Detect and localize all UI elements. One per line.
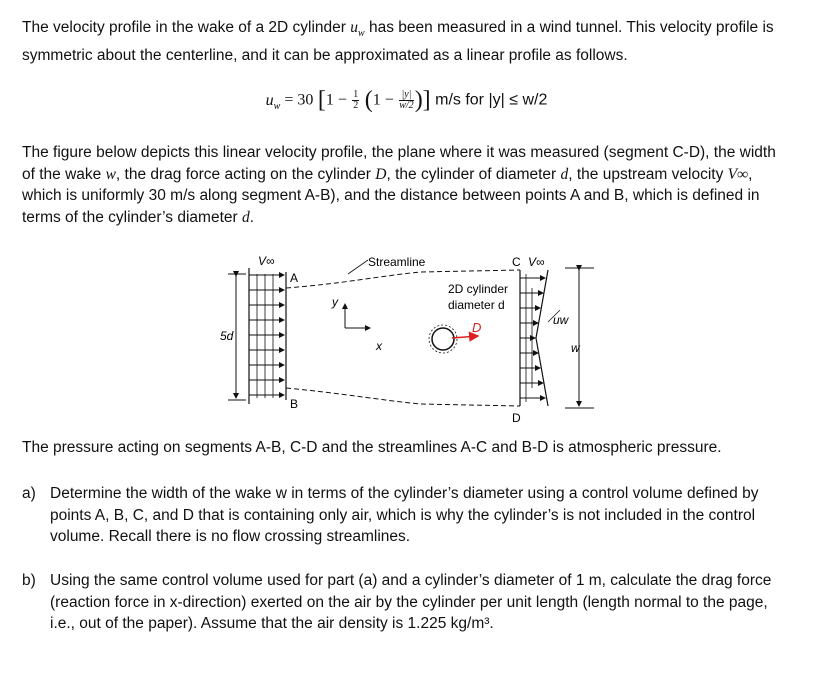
- cylinder-label-2: diameter d: [448, 298, 505, 312]
- question-b-text: Using the same control volume used for part (a) and a cylinder’s diameter of 1 m, calculate the drag force (reaction force in x-direction) exerted on the air by the cylinder per unit length (length normal to the page, i.e., out of the paper). Assume that the air density is 1.225 kg/m³.: [50, 572, 772, 632]
- svg-text:y: y: [332, 295, 338, 309]
- eq-unit: m/s for |y| ≤ w/2: [430, 91, 548, 109]
- cylinder: [432, 328, 454, 350]
- eq-lhs: $u_w$: [265, 91, 281, 112]
- question-a-text: Determine the width of the wake w in terms of the cylinder’s diameter using a control volume defined by points A, B, C, and D that is containing only air, which is why the cylinder’s is not included in the control volume. Recall there is no flow crossing streamlines.: [50, 485, 759, 545]
- wake-arrows: [520, 278, 545, 398]
- intro-text-a: The velocity profile in the wake of a 2D cylinder: [22, 19, 351, 36]
- five-d-label: 5d: [220, 329, 234, 343]
- point-b-label: B: [290, 397, 299, 411]
- uw-label: uw: [553, 313, 569, 327]
- uw-symbol: $u_w$: [350, 19, 365, 40]
- question-a: [22, 483, 792, 548]
- eq-paren-open: (: [364, 87, 373, 113]
- point-d-label: D: [512, 411, 521, 425]
- question-b-label: b): [22, 572, 36, 589]
- drag-label: D: [472, 320, 482, 335]
- v-inf-left: V∞: [258, 254, 275, 268]
- intro-paragraph: [22, 17, 792, 66]
- point-c-label: C: [512, 255, 521, 269]
- streamline-label: Streamline: [368, 255, 426, 269]
- description-paragraph: The figure below depicts this linear velocity profile, the plane where it was measured (segment C-D), the width of the wake w, the drag force acting on the cylinder D, the cylinder of diameter d, the upstream velocity V∞, which is uniformly 30 m/s along segment A-B), and the distance between points A and B, which is defined in terms of the cylinder’s diameter d.: [22, 144, 776, 226]
- v-inf-right: V∞: [528, 255, 545, 269]
- eq-frac-half: $\frac{1}{2}$: [353, 89, 359, 111]
- eq-part1: 1 −: [325, 91, 347, 109]
- eq-part2: 1 −: [372, 91, 394, 109]
- eq-bracket-open: [: [317, 87, 326, 113]
- pressure-statement: The pressure acting on segments A-B, C-D and the streamlines A-C and B-D is atmospheric pressure.: [22, 439, 722, 456]
- control-volume-figure: [0, 248, 813, 430]
- streamline-bottom: [286, 388, 520, 406]
- svg-text:x: x: [376, 339, 382, 353]
- w-label: w: [571, 341, 580, 355]
- intro-text-b: has been measured in a wind tunnel. This velocity profile is symmetric about the centerline, and it can be approximated as a linear profile as follows.: [22, 19, 774, 64]
- point-a-label: A: [290, 271, 299, 285]
- eq-equals: = 30: [280, 91, 314, 109]
- cylinder-label-1: 2D cylinder: [448, 282, 509, 296]
- eq-frac-y: $\frac{|y|}{w/2}$: [399, 89, 414, 111]
- drag-arrow: [452, 336, 478, 338]
- wake-profile-line: [536, 270, 548, 406]
- question-a-label: a): [22, 485, 36, 502]
- question-b: [22, 570, 792, 635]
- inflow-arrows: [249, 275, 284, 395]
- velocity-equation: [0, 87, 813, 114]
- eq-close: )]: [414, 87, 431, 113]
